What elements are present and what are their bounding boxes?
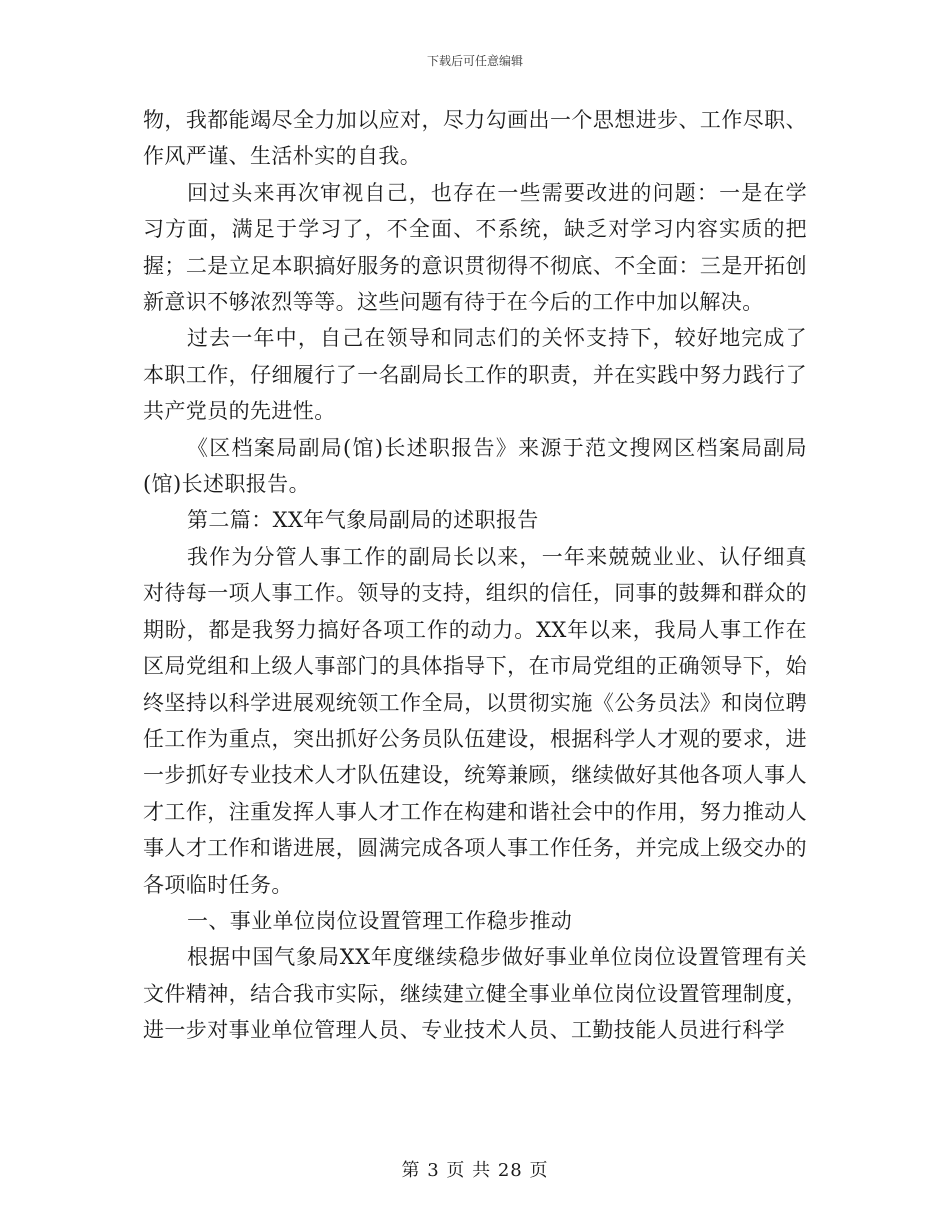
paragraph-6: 根据中国气象局XX年度继续稳步做好事业单位岗位设置管理有关文件精神，结合我市实际，继续建立健全事业单位岗位设置管理制度，进一步对事业单位管理人员、专业技术人员、工勤技能人员进行科学 <box>143 945 807 1043</box>
paragraph-3: 过去一年中，自己在领导和同志们的关怀支持下，较好地完成了本职工作，仔细履行了一名副局长工作的职责，并在实践中努力践行了共产党员的先进性。 <box>143 326 807 424</box>
paragraph-4: 《区档案局副局(馆)长述职报告》来源于范文搜网区档案局副局(馆)长述职报告。 <box>143 435 807 497</box>
paragraph-5: 我作为分管人事工作的副局长以来，一年来兢兢业业、认仔细真对待每一项人事工作。领导的支持，组织的信任，同事的鼓舞和群众的期盼，都是我努力搞好各项工作的动力。XX年以来，我局人事工作在区局党组和上级人事部门的具体指导下，在市局党组的正确领导下，始终坚持以科学进展观统领工作全局，以贯彻实施《公务员法》和岗位聘任工作为重点，突出抓好公务员队伍建设，根据科学人才观的要求，进一步抓好专业技术人才队伍建设，统筹兼顾，继续做好其他各项人事人才工作，注重发挥人事人才工作在构建和谐社会中的作用，努力推动人事人才工作和谐进展，圆满完成各项人事工作任务，并完成上级交办的各项临时任务。 <box>143 544 807 897</box>
document-body <box>143 102 807 1049</box>
page-header: 下载后可任意编辑 <box>426 54 523 68</box>
subsection-heading-1: 一、事业单位岗位设置管理工作稳步推动 <box>187 908 573 933</box>
paragraph-2: 回过头来再次审视自己，也存在一些需要改进的问题：一是在学习方面，满足于学习了，不全面、不系统，缺乏对学习内容实质的把握；二是立足本职搞好服务的意识贯彻得不彻底、不全面：三是开拓创新意识不够浓烈等等。这些问题有待于在今后的工作中加以解决。 <box>143 180 807 315</box>
page-number-footer: 第 3 页 共 28 页 <box>401 1160 549 1181</box>
section-heading-2: 第二篇：XX年气象局副局的述职报告 <box>187 508 539 533</box>
paragraph-1: 物，我都能竭尽全力加以应对，尽力勾画出一个思想进步、工作尽职、作风严谨、生活朴实的自我。 <box>143 108 807 169</box>
